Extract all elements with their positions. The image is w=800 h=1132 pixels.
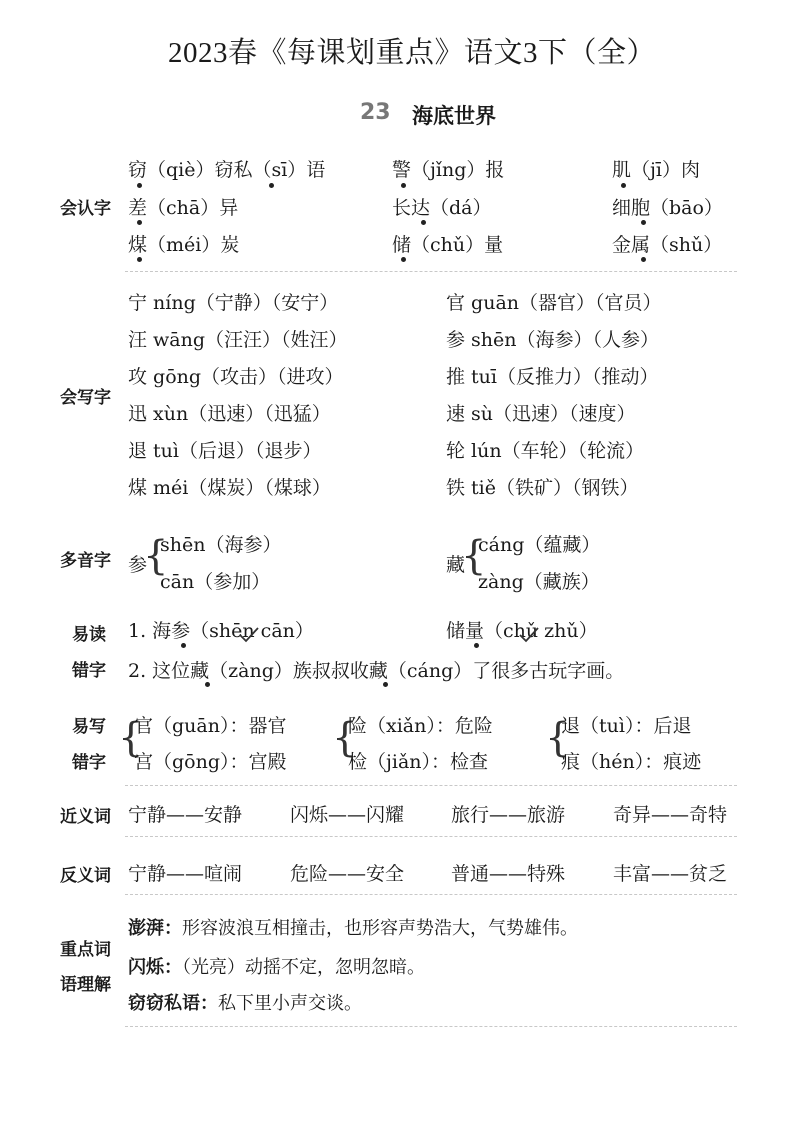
emphasis-dot [401,257,406,262]
recognize-item: 警（jǐng）报 [392,159,505,181]
emphasis-dot [137,183,142,188]
section-label-write: 会写字 [60,388,111,408]
polyphone-reading: cáng（蕴藏） [478,534,601,556]
synonym-pair: 旅行——旅游 [451,804,566,826]
write-item: 速 sù（迅速）（速度） [446,403,636,425]
divider [125,894,737,895]
emphasis-dot [641,257,646,262]
section-label-antonyms: 反义词 [60,866,111,886]
key-word-entry [128,989,362,1015]
easy-write-item: 痕（hén）：痕迹 [561,751,702,773]
write-item: 煤 méi（煤炭）（煤球） [128,477,331,499]
brace: { [118,715,144,761]
section-label-synonyms: 近义词 [60,807,111,827]
section-label-key-words: 重点词 [60,940,111,960]
divider [125,836,737,837]
easy-read-line: 储量（chǔ zhǔ） [446,620,598,642]
section-label-easy-read: 错字 [72,661,106,681]
antonym-pair: 普通——特殊 [451,863,566,885]
synonym-pair: 闪烁——闪耀 [290,804,405,826]
lesson-number: 23 [360,100,391,125]
section-label-easy-read: 易读 [72,625,106,645]
polyphone-char: 藏 [446,554,466,576]
easy-write-item: 官（guān）：器官 [134,715,287,737]
polyphone-reading: cān（参加） [160,571,271,593]
lesson-title: 海底世界 [412,104,496,128]
recognize-item: 肌（jī）肉 [612,159,700,181]
recognize-item: 窃（qiè）窃私（sī）语 [128,159,326,181]
key-word-definition: 私下里小声交谈。 [218,993,362,1014]
write-item: 退 tuì（后退）（退步） [128,440,322,462]
write-item: 铁 tiě（铁矿）（钢铁） [446,477,639,499]
write-item: 官 guān（器官）（官员） [446,292,662,314]
emphasis-dot [181,643,186,648]
write-item: 推 tuī（反推力）（推动） [446,366,659,388]
antonym-pair: 危险——安全 [290,863,405,885]
polyphone-char: 参 [128,554,148,576]
write-item: 迅 xùn（迅速）（迅猛） [128,403,331,425]
emphasis-dot [641,220,646,225]
key-word-definition: （光亮）动摇不定，忽明忽暗。 [182,957,425,978]
brace: { [143,533,169,579]
section-label-polyphone: 多音字 [60,551,111,571]
write-item: 攻 gōng（攻击）（进攻） [128,366,344,388]
recognize-item: 储（chǔ）量 [392,234,504,256]
brace: { [545,715,571,761]
antonym-pair: 宁静——喧闹 [128,863,243,885]
key-word-term: 澎湃： [128,918,182,939]
section-label-key-words: 语理解 [60,975,111,995]
polyphone-reading: zàng（藏族） [478,571,600,593]
write-item: 参 shēn（海参）（人参） [446,329,660,351]
check-mark-icon [238,626,260,644]
easy-write-item: 宫（gōng）：宫殿 [134,751,287,773]
write-item: 汪 wāng（汪汪）（姓汪） [128,329,348,351]
key-word-definition: 形容波浪互相撞击，也形容声势浩大，气势雄伟。 [182,918,578,939]
emphasis-dot [383,682,388,687]
section-label-recognize: 会认字 [60,199,111,219]
divider [125,785,737,786]
emphasis-dot [137,220,142,225]
brace: { [332,715,358,761]
emphasis-dot [401,183,406,188]
key-word-term: 闪烁： [128,957,182,978]
emphasis-dot [421,220,426,225]
section-label-easy-write: 错字 [72,753,106,773]
antonym-pair: 丰富——贫乏 [613,863,728,885]
key-word-entry [128,953,425,979]
emphasis-dot [269,183,274,188]
key-word-term: 窃窃私语： [128,993,218,1014]
polyphone-reading: shēn（海参） [160,534,282,556]
recognize-item: 金属（shǔ） [612,234,723,256]
easy-write-item: 险（xiǎn）：危险 [348,715,493,737]
recognize-item: 煤（méi）炭 [128,234,240,256]
write-item: 宁 níng（宁静）（安宁） [128,292,339,314]
recognize-item: 长达（dá） [392,197,492,219]
divider [125,271,737,272]
synonym-pair: 宁静——安静 [128,804,243,826]
recognize-item: 差（chā）异 [128,197,239,219]
key-word-entry [128,914,578,940]
emphasis-dot [474,643,479,648]
emphasis-dot [621,183,626,188]
synonym-pair: 奇异——奇特 [613,804,728,826]
brace: { [461,533,487,579]
easy-read-line: 1. 海参（shēn cān） [128,620,314,642]
emphasis-dot [205,682,210,687]
recognize-item: 细胞（bāo） [612,197,723,219]
divider [125,1026,737,1027]
easy-read-line: 2. 这位藏（zàng）族叔叔收藏（cáng）了很多古玩字画。 [128,660,625,682]
section-label-easy-write: 易写 [72,717,106,737]
write-item: 轮 lún（车轮）（轮流） [446,440,645,462]
emphasis-dot [137,257,142,262]
page-title: 2023春《每课划重点》语文3下（全） [168,37,657,69]
easy-write-item: 检（jiǎn）：检查 [348,751,489,773]
easy-write-item: 退（tuì）：后退 [561,715,692,737]
check-mark-icon [518,626,540,644]
